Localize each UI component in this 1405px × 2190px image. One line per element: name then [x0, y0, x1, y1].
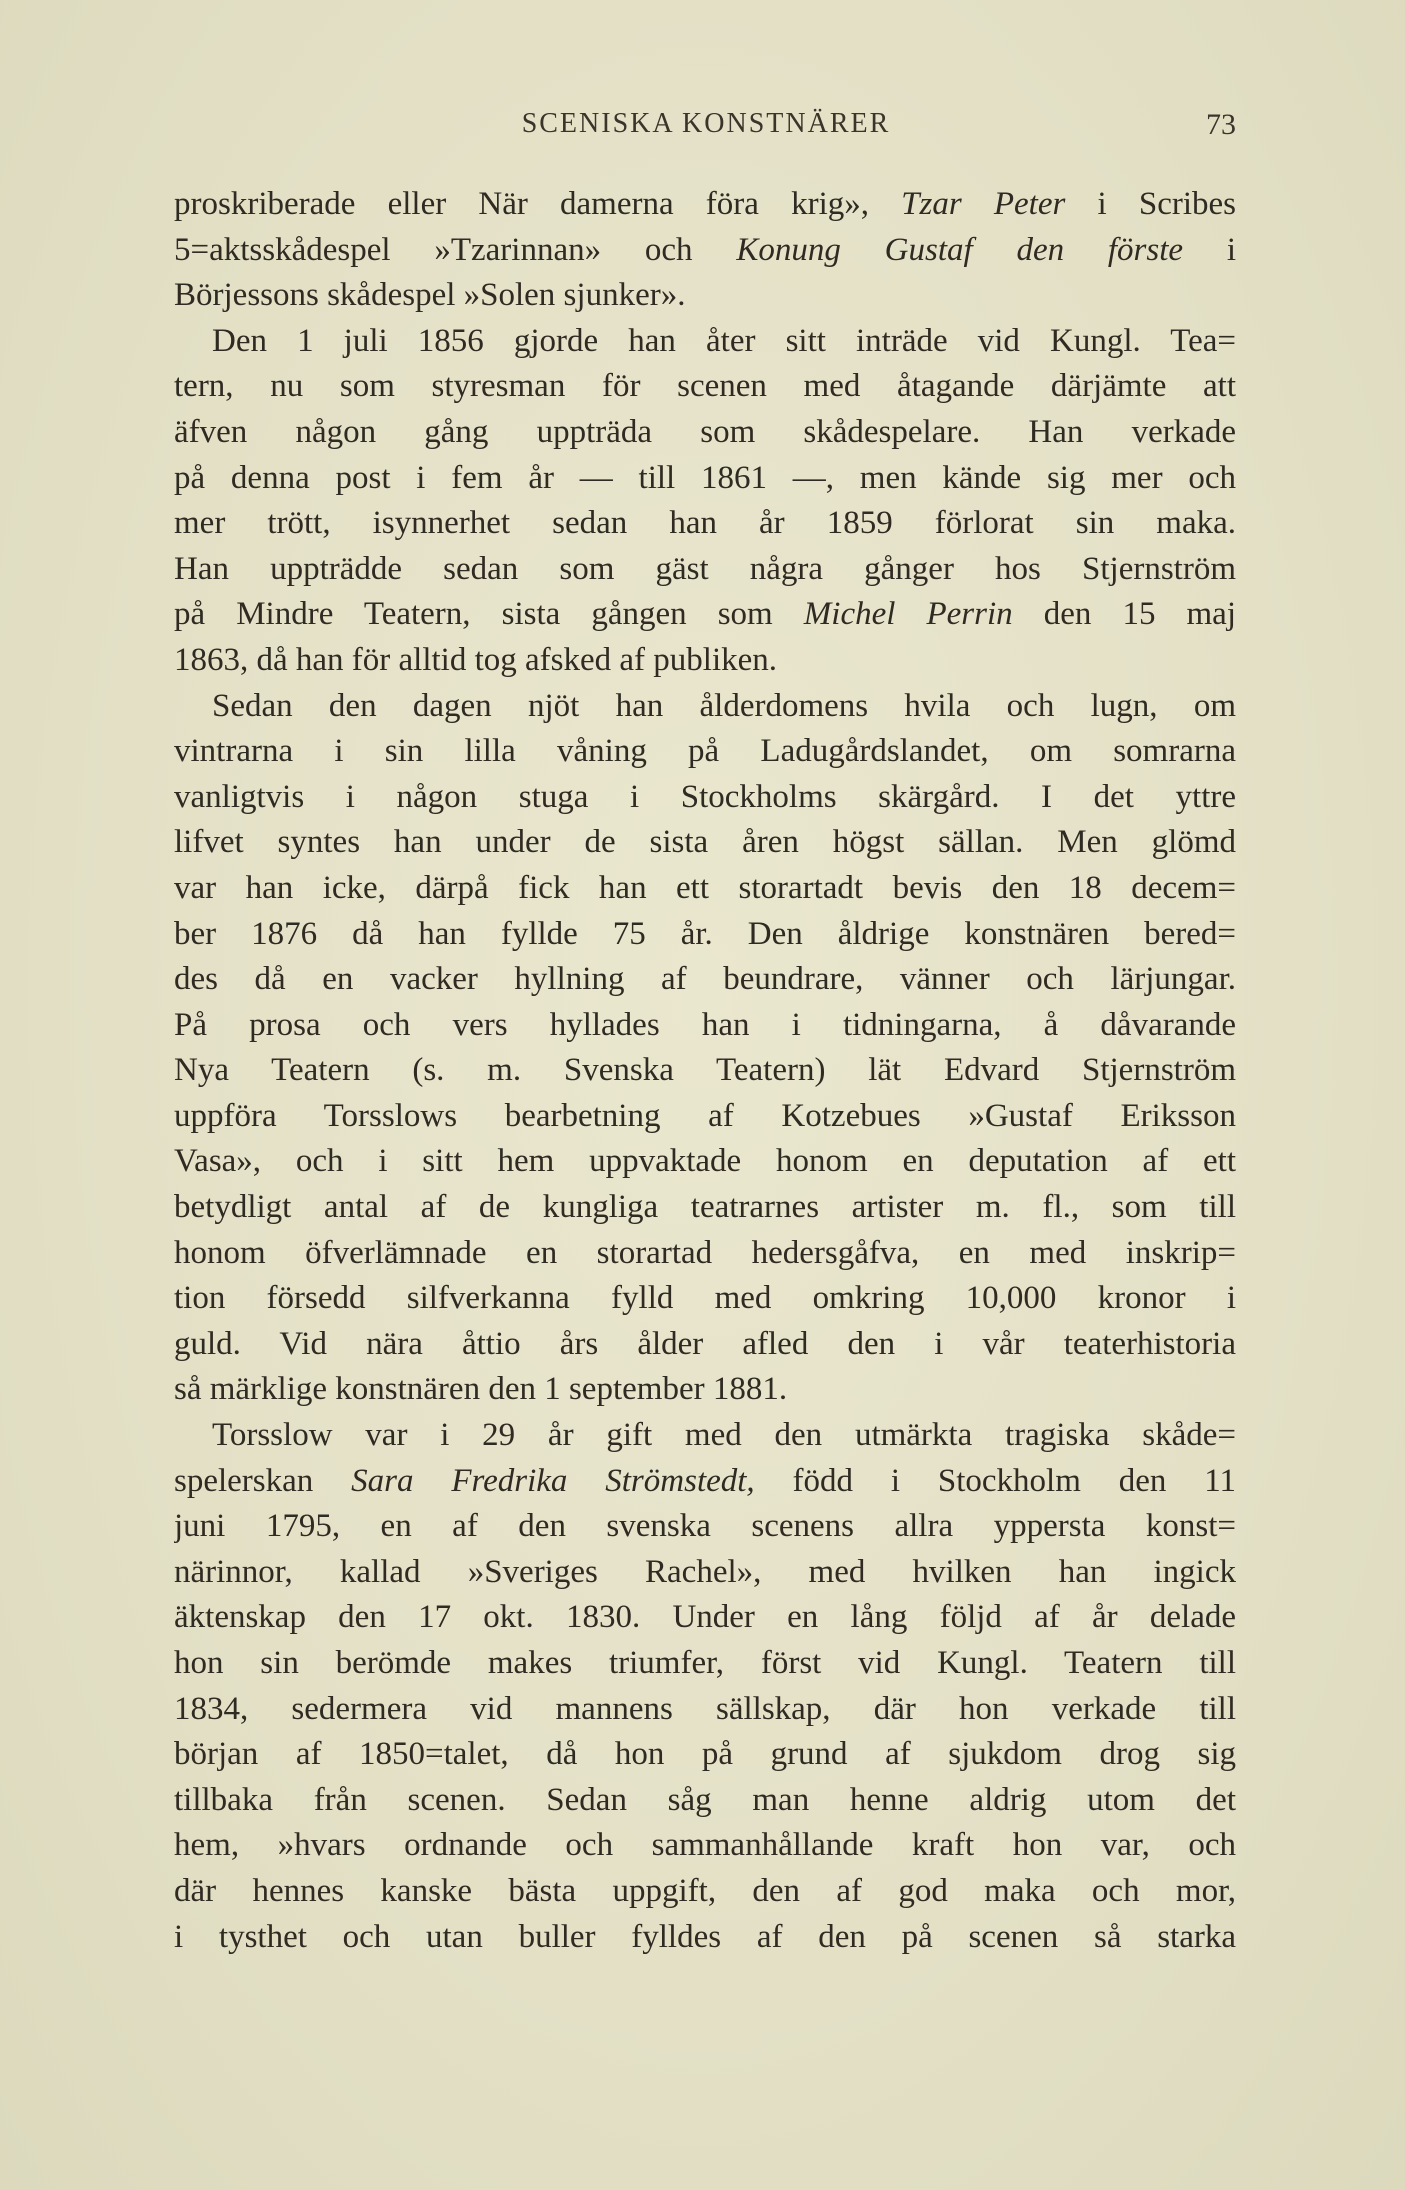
text-line: [174, 547, 1236, 593]
text-segment: i: [1183, 231, 1236, 268]
italic-text: Sara Fredrika Strömstedt,: [351, 1462, 755, 1499]
text-line: [174, 1231, 1236, 1277]
text-line: [174, 1641, 1236, 1687]
text-line: [174, 364, 1236, 410]
text-line: [174, 410, 1236, 456]
text-segment: guld. Vid nära åttio års ålder afled den i vår teaterhistoria: [174, 1325, 1236, 1362]
text-segment: där hennes kanske bästa uppgift, den af god maka och mor,: [174, 1872, 1236, 1909]
text-segment: lifvet syntes han under de sista åren högst sällan. Men glömd: [174, 824, 1236, 861]
text-segment: äfven någon gång uppträda som skådespelare. Han verkade: [174, 413, 1236, 450]
text-segment: på denna post i fem år — till 1861 —, men kände sig mer och: [174, 459, 1236, 496]
text-line: [174, 1185, 1236, 1231]
text-segment: På prosa och vers hyllades han i tidningarna, å dåvarande: [174, 1006, 1236, 1043]
text-line: [174, 1823, 1236, 1869]
text-line: [174, 1413, 1236, 1459]
text-segment: den 15 maj: [1012, 596, 1236, 633]
text-line: [174, 1778, 1236, 1824]
text-line: [174, 866, 1236, 912]
text-segment: var han icke, därpå fick han ett storartadt bevis den 18 decem=: [174, 869, 1236, 906]
text-segment: des då en vacker hyllning af beundrare, vänner och lärjungar.: [174, 961, 1236, 998]
text-line: [174, 775, 1236, 821]
body-text: [174, 182, 1236, 1960]
text-line: [174, 1915, 1236, 1961]
text-segment: betydligt antal af de kungliga teatrarnes artister m. fl., som till: [174, 1189, 1236, 1226]
text-segment: Vasa», och i sitt hem uppvaktade honom en deputation af ett: [174, 1143, 1236, 1180]
text-segment: Torsslow var i 29 år gift med den utmärkta tragiska skåde=: [212, 1417, 1236, 1454]
text-segment: 5=aktsskådespel »Tzarinnan» och: [174, 231, 737, 268]
text-segment: så märklige konstnären den 1 september 1881.: [174, 1371, 788, 1408]
text-line: [174, 684, 1236, 730]
text-line: [174, 729, 1236, 775]
text-segment: Börjessons skådespel »Solen sjunker».: [174, 277, 686, 314]
text-line: [174, 1276, 1236, 1322]
italic-text: Michel Perrin: [803, 596, 1013, 633]
text-segment: i tysthet och utan buller fylldes af den på scenen så starka: [174, 1918, 1236, 1955]
text-segment: hem, »hvars ordnande och sammanhållande kraft hon var, och: [174, 1827, 1236, 1864]
text-segment: Sedan den dagen njöt han ålderdomens hvila och lugn, om: [212, 687, 1236, 724]
text-line: [174, 1869, 1236, 1915]
text-line: [174, 1550, 1236, 1596]
running-title: SCENISKA KONSTNÄRER: [521, 108, 891, 139]
text-segment: tion försedd silfverkanna fylld med omkring 10,000 kronor i: [174, 1280, 1236, 1317]
text-line: [174, 273, 1236, 319]
text-line: [174, 1732, 1236, 1778]
text-line: [174, 1139, 1236, 1185]
text-line: [174, 957, 1236, 1003]
italic-text: Tzar Peter: [901, 186, 1066, 222]
text-segment: tillbaka från scenen. Sedan såg man henne aldrig utom det: [174, 1781, 1236, 1818]
text-segment: uppföra Torsslows bearbetning af Kotzebues »Gustaf Eriksson: [174, 1097, 1236, 1134]
text-line: [174, 228, 1236, 274]
text-line: [174, 1595, 1236, 1641]
text-segment: i Scribes: [1065, 186, 1236, 222]
text-segment: närinnor, kallad »Sveriges Rachel», med hvilken han ingick: [174, 1553, 1236, 1590]
text-segment: juni 1795, en af den svenska scenens allra yppersta konst=: [174, 1508, 1236, 1545]
text-line: [174, 1367, 1236, 1413]
text-segment: Nya Teatern (s. m. Svenska Teatern) lät Edvard Stjernström: [174, 1052, 1236, 1089]
text-segment: Den 1 juli 1856 gjorde han åter sitt inträde vid Kungl. Tea=: [212, 322, 1236, 359]
text-line: [174, 638, 1236, 684]
text-line: [174, 456, 1236, 502]
page-number: 73: [1206, 108, 1236, 141]
text-segment: tern, nu som styresman för scenen med åtagande därjämte att: [174, 368, 1236, 405]
text-line: [174, 912, 1236, 958]
text-segment: vanligtvis i någon stuga i Stockholms skärgård. I det yttre: [174, 778, 1236, 815]
text-segment: början af 1850=talet, då hon på grund af sjukdom drog sig: [174, 1736, 1236, 1773]
text-segment: ber 1876 då han fyllde 75 år. Den åldrige konstnären bered=: [174, 915, 1236, 952]
italic-text: Konung Gustaf den förste: [736, 231, 1184, 268]
text-line: [174, 1687, 1236, 1733]
text-segment: 1863, då han för alltid tog afsked af publiken.: [174, 641, 778, 678]
text-segment: på Mindre Teatern, sista gången som: [174, 596, 804, 633]
text-line: [174, 1003, 1236, 1049]
text-line: [174, 1048, 1236, 1094]
text-line: [174, 820, 1236, 866]
text-line: [174, 501, 1236, 547]
text-segment: mer trött, isynnerhet sedan han år 1859 förlorat sin maka.: [174, 505, 1236, 542]
text-segment: proskriberade eller När damerna föra krig»,: [174, 186, 902, 222]
text-segment: vintrarna i sin lilla våning på Ladugårdslandet, om somrarna: [174, 733, 1236, 770]
text-segment: född i Stockholm den 11: [754, 1462, 1236, 1499]
text-segment: spelerskan: [174, 1462, 352, 1499]
text-segment: hon sin berömde makes triumfer, först vid Kungl. Teatern till: [174, 1645, 1236, 1681]
text-segment: 1834, sedermera vid mannens sällskap, där hon verkade till: [174, 1690, 1236, 1727]
text-line: [174, 182, 1236, 228]
text-segment: äktenskap den 17 okt. 1830. Under en lång följd af år delade: [174, 1599, 1236, 1636]
text-line: [174, 1459, 1236, 1505]
text-line: [174, 1094, 1236, 1140]
page-header: [176, 108, 1236, 158]
text-line: [174, 1322, 1236, 1368]
text-line: [174, 1504, 1236, 1550]
text-segment: Han uppträdde sedan som gäst några gånger hos Stjernström: [174, 550, 1236, 587]
text-line: [174, 319, 1236, 365]
text-segment: honom öfverlämnade en storartad hedersgåfva, en med inskrip=: [174, 1234, 1236, 1271]
text-line: [174, 592, 1236, 638]
